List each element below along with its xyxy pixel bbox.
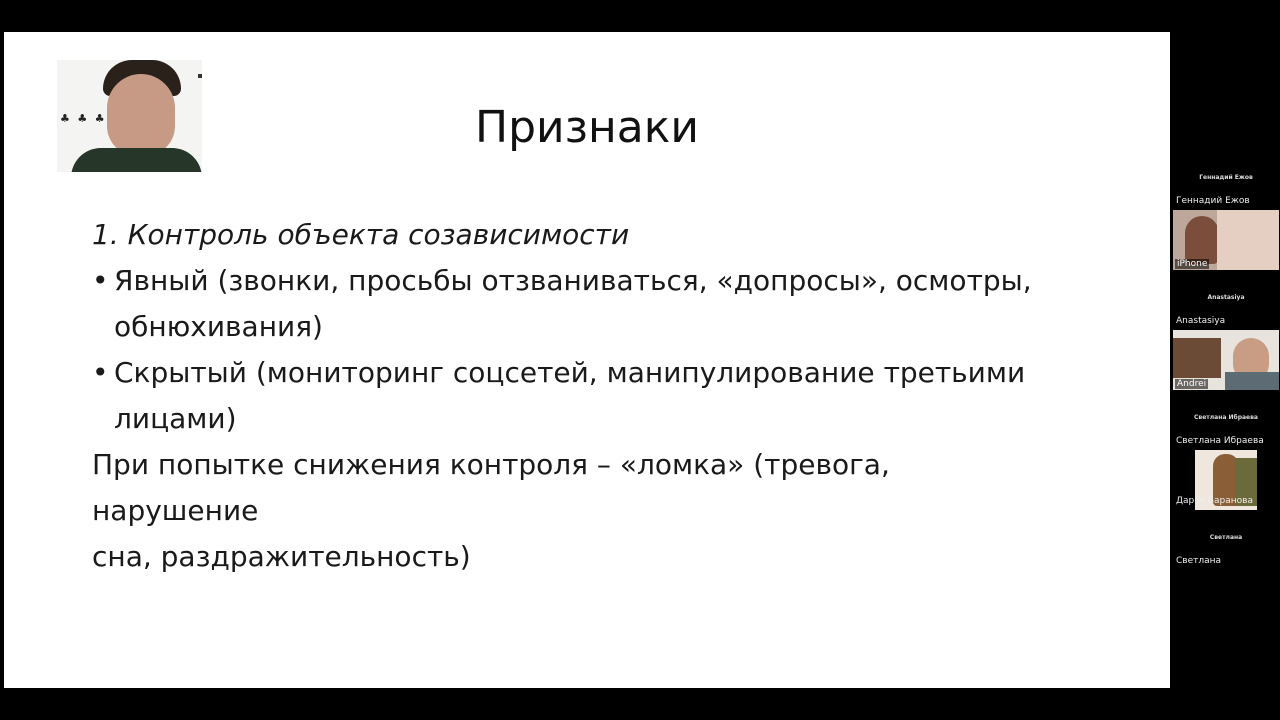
participant-video[interactable] — [1173, 210, 1279, 270]
video-background — [1217, 210, 1279, 270]
slide-heading: 1. Контроль объекта созависимости — [92, 218, 630, 251]
participant-top-label: Геннадий Ежов — [1199, 174, 1253, 181]
video-person — [1185, 216, 1219, 264]
participant-name: Геннадий Ежов — [1176, 196, 1250, 206]
wall-decoration: ♣ ♣ ♣ — [60, 112, 107, 125]
participant-tile[interactable] — [1173, 150, 1279, 210]
participant-name: Anastasiya — [1176, 316, 1226, 326]
participant-top-label: Светлана Ибраева — [1194, 414, 1258, 421]
video-label: Дарья Баранова — [1176, 496, 1253, 506]
slide-paragraph — [92, 442, 1052, 580]
video-label: Andrei — [1177, 379, 1207, 389]
paragraph-line: При попытке снижения контроля – «ломка» (тревога, нарушение — [92, 448, 890, 527]
slide-content — [92, 212, 1052, 580]
video-shirt — [1225, 372, 1279, 390]
bullet-dot-icon: • — [92, 356, 109, 389]
bullet-line: Явный (звонки, просьбы отзваниваться, «допросы», осмотры, — [114, 264, 1032, 297]
participants-sidebar — [1173, 150, 1279, 570]
participant-video[interactable] — [1173, 330, 1279, 390]
camera-dot — [198, 74, 202, 78]
paragraph-line: сна, раздражительность) — [92, 540, 471, 573]
bullet-item — [92, 258, 1052, 350]
bullet-item — [92, 350, 1052, 442]
participant-name: Светлана — [1176, 556, 1222, 566]
bullet-line: Скрытый (мониторинг соцсетей, манипулирование третьими — [114, 356, 1026, 389]
participant-top-label: Светлана — [1209, 534, 1243, 541]
participant-name: Светлана Ибраева — [1176, 436, 1264, 446]
participant-top-label: Anastasiya — [1207, 294, 1245, 301]
video-label: iPhone — [1177, 259, 1208, 269]
participant-tile[interactable] — [1173, 390, 1279, 450]
bullet-line: лицами) — [114, 402, 237, 435]
bullet-line: обнюхивания) — [114, 310, 323, 343]
video-wall-picture — [1173, 338, 1221, 378]
presentation-slide — [4, 32, 1170, 688]
participant-tile[interactable] — [1173, 510, 1279, 570]
bullet-dot-icon: • — [92, 264, 109, 297]
participant-tile[interactable] — [1173, 270, 1279, 330]
slide-title: Признаки — [475, 102, 699, 153]
